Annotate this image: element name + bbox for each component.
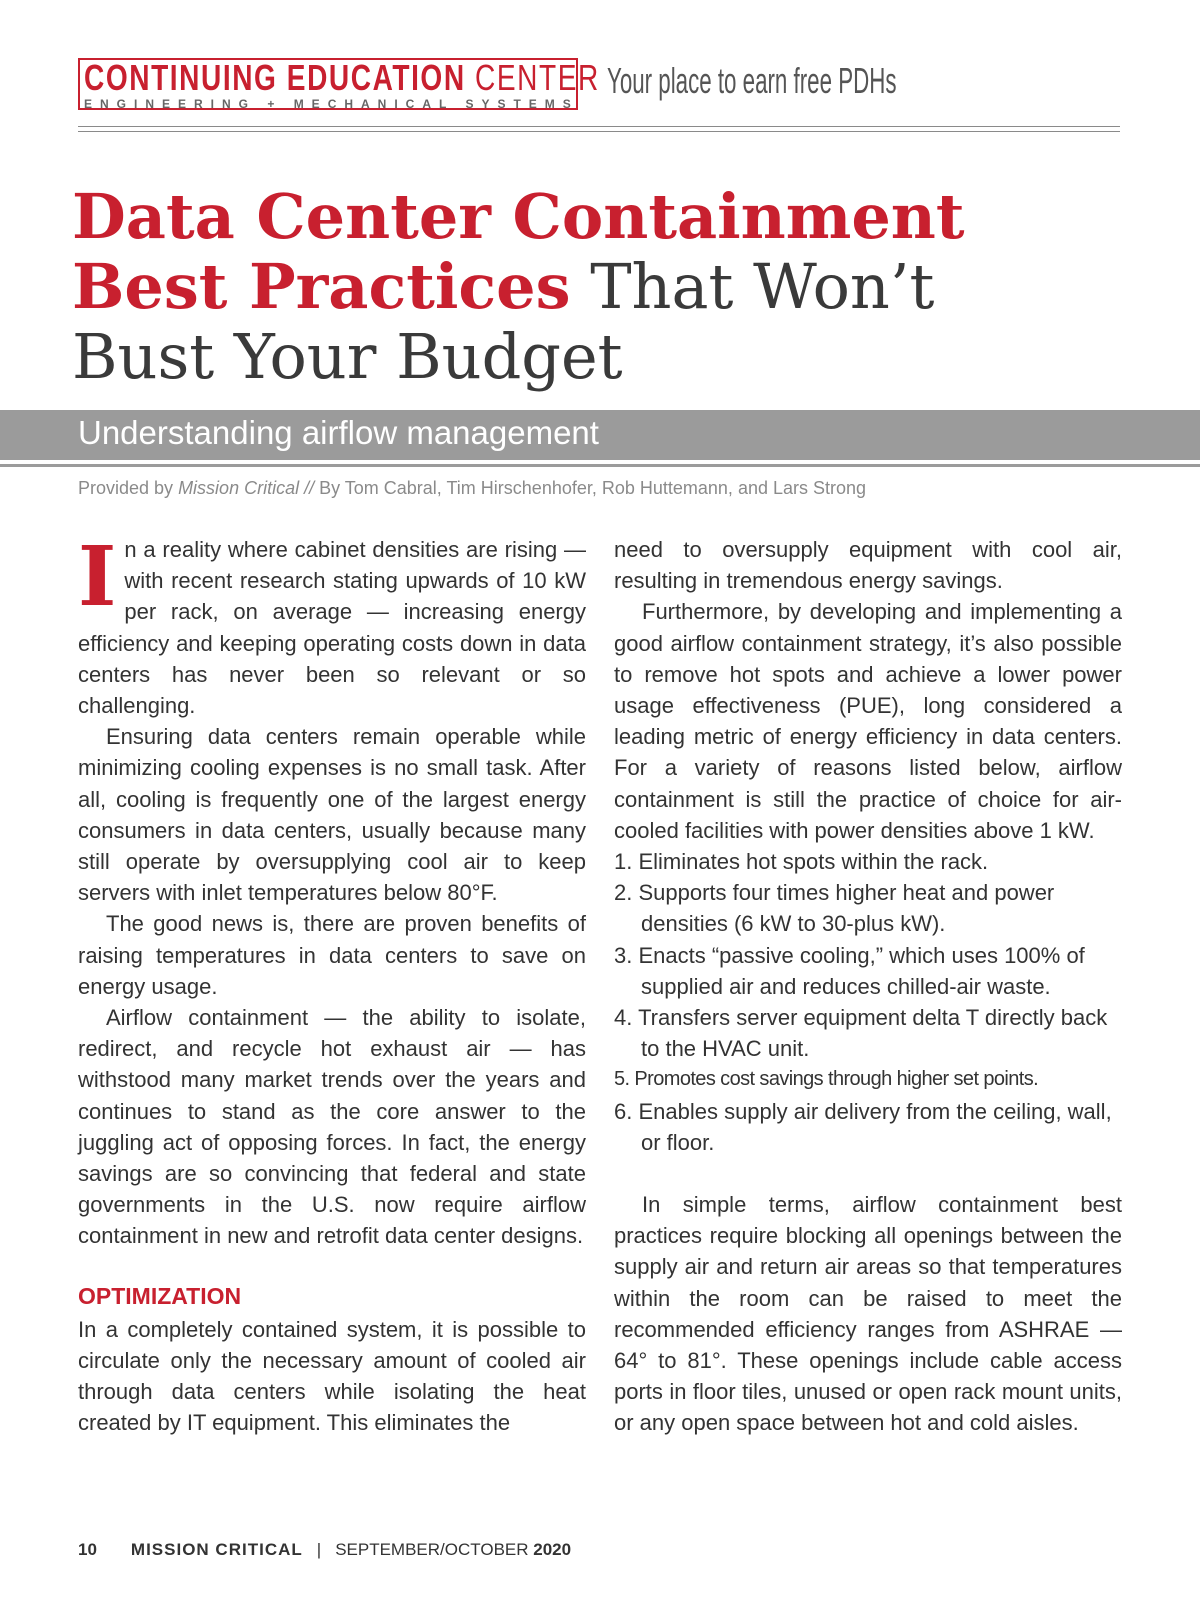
page-footer (78, 1540, 571, 1560)
headline-line2-rest: That Won’t (570, 250, 935, 323)
header-rule-bottom (78, 131, 1120, 132)
right-column (614, 534, 1122, 1439)
banner-underline (0, 464, 1200, 467)
list-item: 2. Supports four times higher heat and power densities (6 kW to 30-plus kW). (614, 880, 1055, 937)
headline-line3: Bust Your Budget (72, 320, 623, 393)
left-column (78, 529, 586, 1438)
spacer (614, 1158, 1122, 1189)
brand-bold-text: CONTINUING EDUCATION (84, 57, 466, 98)
footer-magazine: MISSION CRITICAL (130, 1540, 303, 1559)
benefits-list (614, 846, 1122, 1158)
list-item: 1. Eliminates hot spots within the rack. (614, 849, 989, 875)
drop-cap: I (78, 529, 117, 625)
headline-line1: Data Center Containment (72, 180, 965, 253)
header-tagline: Your place to earn free PDHs (607, 60, 897, 101)
paragraph-6: need to oversupply equipment with cool air, resulting in tremendous energy savings. (614, 537, 1122, 594)
list-item: 4. Transfers server equipment delta T directly back to the HVAC unit. (614, 1005, 1108, 1062)
paragraph-8: In simple terms, airflow containment best practices require blocking all openings between the supply air and return air areas so that temperatures within the room can be raised to meet the recommended efficiency ranges from ASHRAE — 64° to 81°. These openings include cable access ports in floor tiles, unused or open rack mount units, or any open space between hot and cold aisles. (614, 1192, 1122, 1436)
page-number: 10 (78, 1540, 97, 1559)
brand-light-text: CENTER (475, 57, 600, 98)
paragraph-7: Furthermore, by developing and implementing a good airflow containment strategy, it’s also possible to remove hot spots and achieve a lower power usage effectiveness (PUE), long considered a leading metric of energy efficiency in data centers. For a variety of reasons listed below, airflow containment is still the practice of choice for air-cooled facilities with power densities above 1 kW. (614, 599, 1122, 843)
paragraph-3: The good news is, there are proven benefits of raising temperatures in data centers to save on energy usage. (78, 911, 586, 999)
article-headline (72, 182, 1132, 392)
header-rule-top (78, 126, 1120, 127)
byline-prefix: Provided by (78, 478, 179, 498)
section-heading-optimization: OPTIMIZATION (78, 1282, 242, 1309)
headline-line2-red: Best Practices (72, 250, 571, 323)
paragraph-5: In a completely contained system, it is possible to circulate only the necessary amount of cooled air through data centers while isolating the heat created by IT equipment. This eliminates the (78, 1316, 586, 1436)
paragraph-1: n a reality where cabinet densities are rising — with recent research stating upwards of 10 kW per rack, on average — increasing energy efficiency and keeping operating costs down in data centers has never been so relevant or so challenging. (78, 537, 586, 719)
byline-authors: By Tom Cabral, Tim Hirschenhofer, Rob Huttemann, and Lars Strong (314, 478, 867, 498)
header-logo (84, 58, 600, 98)
list-item: 3. Enacts “passive cooling,” which uses 100% of supplied air and reduces chilled-air waste. (614, 942, 1085, 999)
brand-subtitle: ENGINEERING + MECHANICAL SYSTEMS (84, 97, 579, 111)
byline-publication: Mission Critical // (178, 478, 315, 498)
list-item: 5. Promotes cost savings through higher set points. (614, 1068, 1039, 1091)
footer-issue: SEPTEMBER/OCTOBER (335, 1540, 529, 1559)
paragraph-4: Airflow containment — the ability to isolate, redirect, and recycle hot exhaust air — has withstood many market trends over the years and continues to stand as the core answer to the juggling act of opposing forces. In fact, the energy savings are so convincing that federal and state governments in the U.S. now require airflow containment in new and retrofit data center designs. (78, 1005, 586, 1249)
byline (78, 478, 866, 499)
list-item: 6. Enables supply air delivery from the ceiling, wall, or floor. (614, 1098, 1112, 1155)
footer-year: 2020 (533, 1540, 572, 1559)
subtitle-text: Understanding airflow management (78, 414, 599, 451)
footer-separator: | (316, 1540, 322, 1559)
paragraph-2: Ensuring data centers remain operable while minimizing cooling expenses is no small task. After all, cooling is frequently one of the largest energy consumers in data centers, usually because many still operate by oversupplying cool air to keep servers with inlet temperatures below 80°F. (78, 724, 586, 906)
